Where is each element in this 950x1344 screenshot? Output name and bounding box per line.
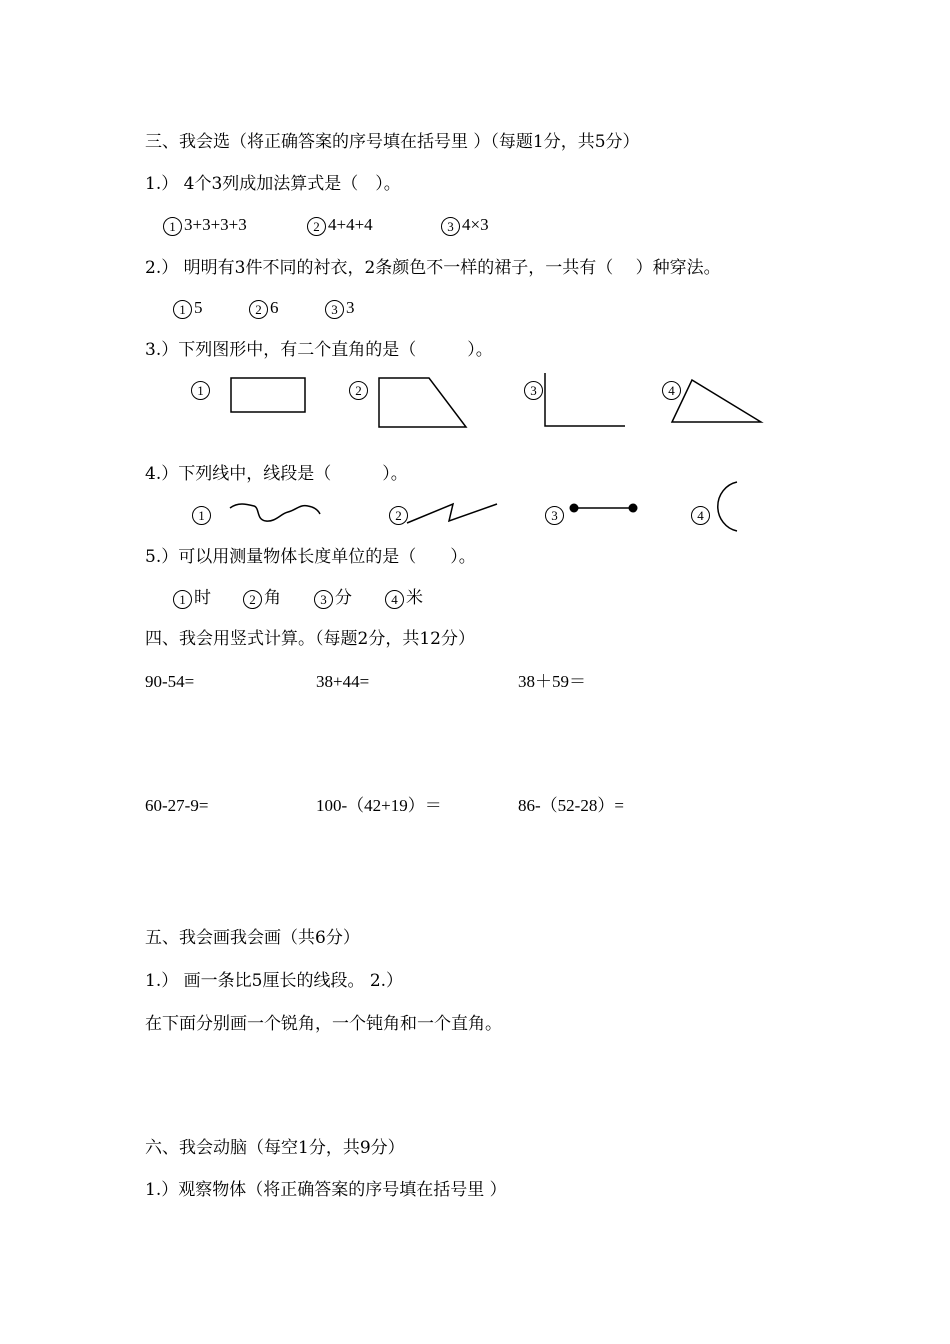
q1-option-2 (307, 214, 373, 236)
triangle-figure (670, 378, 764, 424)
option-text: 6 (270, 298, 279, 317)
circled-number-icon: 2 (349, 381, 368, 400)
circled-number-icon: 3 (325, 300, 344, 319)
q5-option-3 (314, 587, 352, 609)
circled-number-icon: 2 (243, 590, 262, 609)
calc-problem: 60-27-9= (145, 796, 209, 815)
option-text: 4+4+4 (328, 215, 373, 234)
trapezoid-figure (377, 376, 469, 430)
calc-problem: 38＋59＝ (518, 672, 586, 691)
circled-number-icon: 3 (524, 381, 543, 400)
rectangle-figure (230, 377, 306, 413)
draw-question-line2: 在下面分别画一个锐角，一个钝角和一个直角。 (145, 1014, 502, 1034)
circled-number-icon: 1 (191, 381, 210, 400)
circled-number-icon: 1 (163, 217, 182, 236)
circled-number-icon: 4 (691, 506, 710, 525)
circled-number-icon: 2 (307, 217, 326, 236)
q1-stem: 1.） 4个3列成加法算式是（ ）。 (145, 174, 401, 194)
draw-question-line1: 1.） 画一条比5厘长的线段。 2.） (145, 971, 404, 991)
observe-question: 1.）观察物体（将正确答案的序号填在括号里 ） (145, 1180, 507, 1200)
calc-problem: 38+44= (316, 672, 370, 691)
option-text: 时 (194, 588, 211, 607)
q2-option-1 (173, 297, 203, 319)
q5-option-1 (173, 587, 211, 609)
circled-number-icon: 3 (545, 506, 564, 525)
circled-number-icon: 2 (249, 300, 268, 319)
circled-number-icon: 1 (192, 506, 211, 525)
q1-option-3 (441, 214, 489, 236)
circled-number-icon: 4 (662, 381, 681, 400)
section3-title: 三、我会选（将正确答案的序号填在括号里 ）（每题1分，共5分） (145, 132, 640, 152)
circled-number-icon: 3 (314, 590, 333, 609)
q2-stem: 2.） 明明有3件不同的衬衣，2条颜色不一样的裙子，一共有（ ）种穿法。 (145, 258, 721, 278)
q2-option-2 (249, 297, 279, 319)
q1-option-1 (163, 214, 247, 236)
q5-option-2 (243, 587, 281, 609)
calc-problem: 90-54= (145, 672, 195, 691)
option-text: 分 (335, 588, 352, 607)
option-text: 3 (346, 298, 355, 317)
circled-number-icon: 1 (173, 300, 192, 319)
option-text: 4×3 (462, 215, 489, 234)
section5-title: 五、我会画我会画（共6分） (145, 928, 360, 948)
calc-problem: 86-（52-28）= (518, 796, 624, 815)
arc-figure (710, 480, 740, 534)
option-text: 5 (194, 298, 203, 317)
right-angle-figure (543, 371, 627, 429)
q2-option-3 (325, 297, 355, 319)
calc-problem: 100-（42+19）＝ (316, 796, 442, 815)
q5-option-4 (385, 587, 423, 609)
circled-number-icon: 2 (389, 506, 408, 525)
curve-line-figure (228, 500, 323, 525)
q3-stem: 3.）下列图形中，有二个直角的是（ ）。 (145, 340, 493, 360)
option-text: 米 (406, 588, 423, 607)
option-text: 角 (264, 588, 281, 607)
circled-number-icon: 1 (173, 590, 192, 609)
circled-number-icon: 4 (385, 590, 404, 609)
zigzag-line-figure (405, 500, 499, 526)
line-segment-figure (568, 501, 640, 515)
option-text: 3+3+3+3 (184, 215, 247, 234)
circled-number-icon: 3 (441, 217, 460, 236)
section6-title: 六、我会动脑（每空1分，共9分） (145, 1138, 405, 1158)
q4-stem: 4.）下列线中，线段是（ ）。 (145, 464, 408, 484)
q5-stem: 5.）可以用测量物体长度单位的是（ ）。 (145, 547, 476, 567)
section4-title: 四、我会用竖式计算。（每题2分，共12分） (145, 629, 475, 649)
